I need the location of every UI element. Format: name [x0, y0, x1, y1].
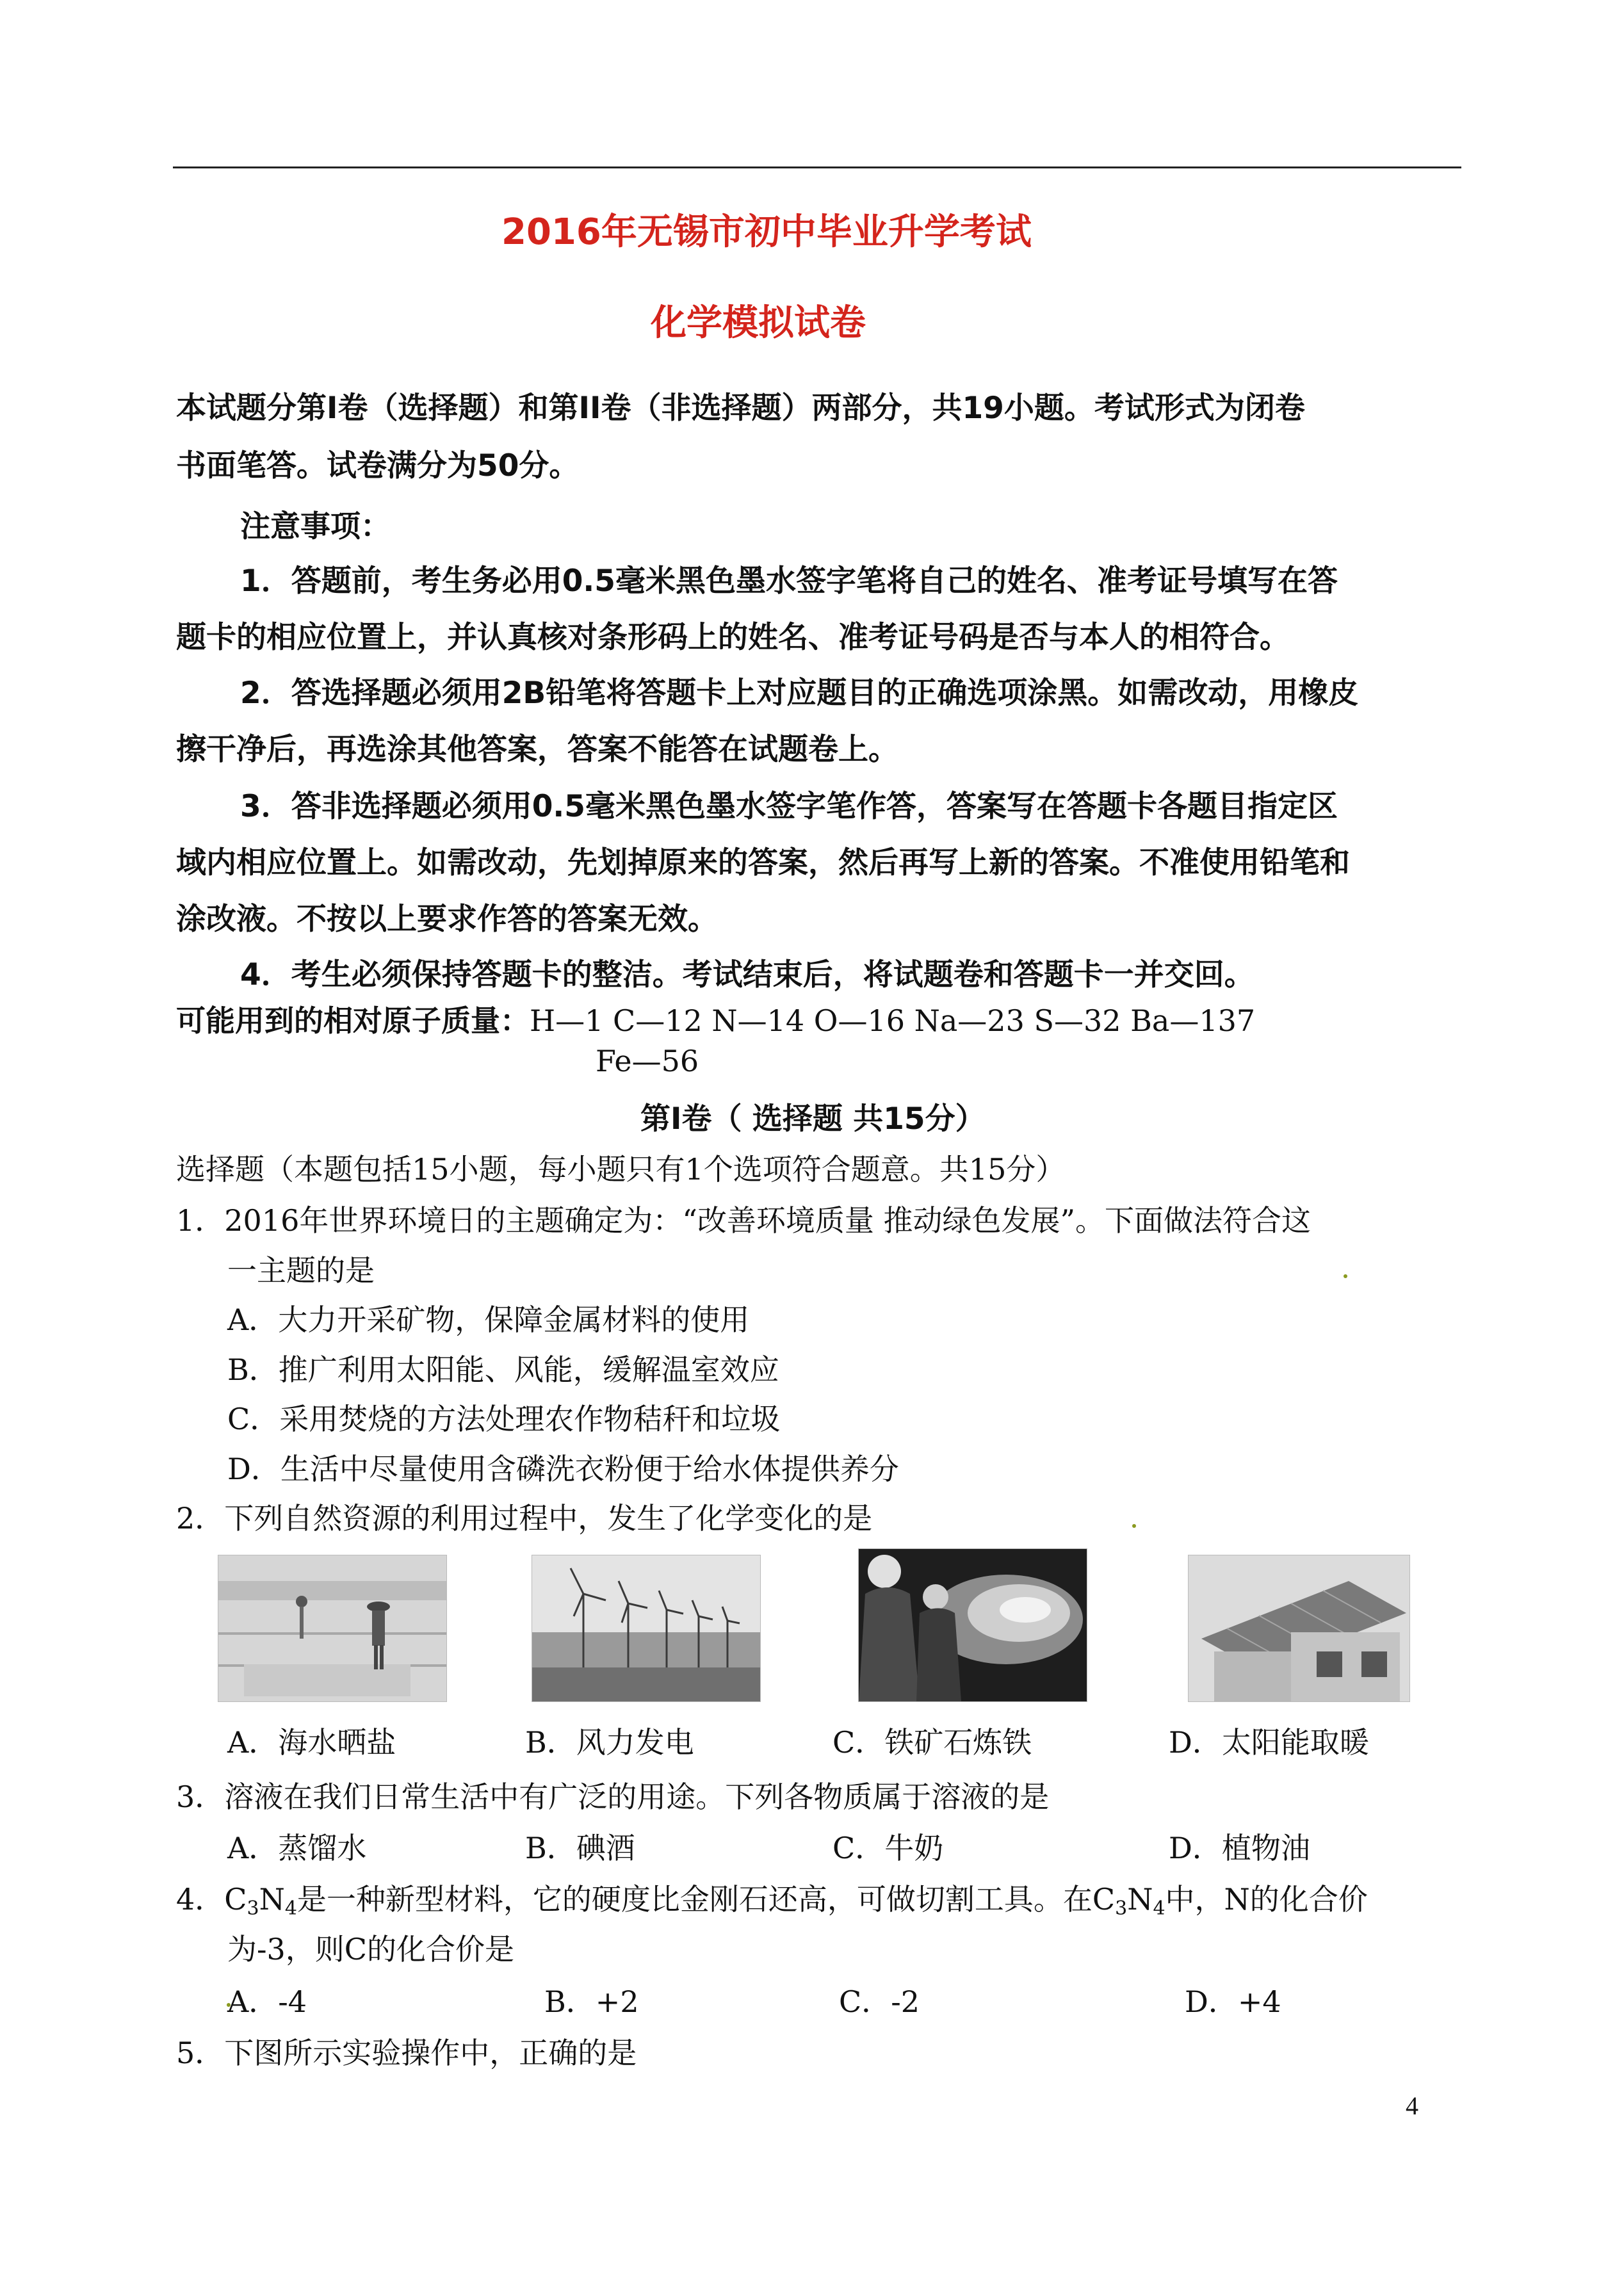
section-title: 第Ⅰ卷（ 选择题 共15分） — [640, 1101, 986, 1137]
q4-text-part: N — [1127, 1882, 1153, 1917]
q4-stem-line-1 — [176, 1876, 1368, 1920]
solar-house-photo — [1188, 1555, 1410, 1702]
subscript: 3 — [247, 1897, 259, 1920]
q4-stem-line-2: 为-3，则C的化合价是 — [227, 1932, 515, 1967]
q1-option-a: A．大力开采矿物，保障金属材料的使用 — [227, 1302, 750, 1337]
subscript: 4 — [284, 1897, 297, 1920]
q3-option-c: C．牛奶 — [832, 1831, 944, 1865]
q4-option-d: D．+4 — [1185, 1984, 1281, 2019]
intro-line-1: 本试题分第Ⅰ卷（选择题）和第II卷（非选择题）两部分，共19小题。考试形式为闭卷 — [176, 391, 1305, 426]
q1-option-d: D．生活中尽量使用含磷洗衣粉便于给水体提供养分 — [227, 1452, 899, 1486]
q4-text-part: 中，N的化合价 — [1165, 1882, 1368, 1917]
exam-title: 2016年无锡市初中毕业升学考试 — [501, 211, 1032, 253]
note-3-line-3: 涂改液。不按以上要求作答的答案无效。 — [176, 902, 718, 937]
q2-option-c: C．铁矿石炼铁 — [832, 1725, 1032, 1760]
note-2-line-1: 2．答选择题必须用2B铅笔将答题卡上对应题目的正确选项涂黑。如需改动，用橡皮 — [240, 676, 1359, 711]
q4-text-part: 是一种新型材料，它的硬度比金刚石还高，可做切割工具。在C — [296, 1882, 1116, 1917]
note-4: 4．考生必须保持答题卡的整洁。考试结束后，将试题卷和答题卡一并交回。 — [240, 957, 1255, 993]
q2-option-d: D．太阳能取暖 — [1169, 1725, 1369, 1760]
q5-stem: 5．下图所示实验操作中，正确的是 — [176, 2036, 637, 2070]
page-number: 4 — [1406, 2091, 1418, 2120]
wind-turbine-photo — [532, 1555, 761, 1702]
q3-stem: 3．溶液在我们日常生活中有广泛的用途。下列各物质属于溶液的是 — [176, 1780, 1050, 1814]
q2-option-b: B．风力发电 — [525, 1725, 694, 1760]
note-2-line-2: 擦干净后，再选涂其他答案，答案不能答在试题卷上。 — [176, 732, 898, 767]
note-3-line-2: 域内相应位置上。如需改动，先划掉原来的答案，然后再写上新的答案。不准使用铅笔和 — [176, 845, 1350, 880]
atomic-mass-label: 可能用到的相对原子质量： — [176, 1003, 530, 1038]
q2-stem: 2．下列自然资源的利用过程中，发生了化学变化的是 — [176, 1501, 873, 1536]
header-rule — [173, 166, 1461, 168]
q4-option-b: B．+2 — [544, 1984, 639, 2019]
exam-subtitle: 化学模拟试卷 — [651, 302, 866, 344]
q4-text-part: N — [259, 1882, 285, 1917]
q3-option-d: D．植物油 — [1169, 1831, 1310, 1865]
section-description: 选择题（本题包括15小题，每小题只有1个选项符合题意。共15分） — [176, 1152, 1066, 1187]
note-1-line-2: 题卡的相应位置上，并认真核对条形码上的姓名、准考证号码是否与本人的相符合。 — [176, 620, 1290, 655]
q1-option-c: C．采用焚烧的方法处理农作物秸秆和垃圾 — [227, 1402, 781, 1436]
q1-stem-line-2: 一主题的是 — [227, 1253, 375, 1288]
q3-option-b: B．碘酒 — [525, 1831, 635, 1865]
q3-option-a: A．蒸馏水 — [227, 1831, 367, 1865]
note-3-line-1: 3．答非选择题必须用0.5毫米黑色墨水签字笔作答，答案写在答题卡各题目指定区 — [240, 789, 1338, 824]
scan-speck — [1132, 1524, 1136, 1528]
scan-speck — [1344, 1274, 1347, 1278]
atomic-mass-line — [176, 998, 1255, 1040]
q4-option-a: A．-4 — [227, 1984, 307, 2019]
q4-text-part: 4．C — [176, 1882, 247, 1917]
atomic-mass-values: H—1 C—12 N—14 O—16 Na—23 S—32 Ba—137 — [530, 1003, 1256, 1038]
q1-stem-line-1: 1．2016年世界环境日的主题确定为：“改善环境质量 推动绿色发展”。下面做法符合这 — [176, 1203, 1311, 1238]
atomic-mass-values-2: Fe—56 — [596, 1044, 699, 1078]
intro-line-2: 书面笔答。试卷满分为50分。 — [176, 448, 580, 483]
notes-heading: 注意事项： — [240, 509, 391, 544]
iron-smelting-photo — [858, 1548, 1087, 1702]
q1-option-b: B．推广利用太阳能、风能，缓解温室效应 — [227, 1352, 779, 1387]
subscript: 4 — [1153, 1897, 1165, 1920]
subscript: 3 — [1115, 1897, 1128, 1920]
q4-option-c: C．-2 — [839, 1984, 920, 2019]
note-1-line-1: 1．答题前，考生务必用0.5毫米黑色墨水签字笔将自己的姓名、准考证号填写在答 — [240, 564, 1338, 599]
salt-pan-photo — [218, 1555, 447, 1702]
q2-option-a: A．海水晒盐 — [227, 1725, 396, 1760]
